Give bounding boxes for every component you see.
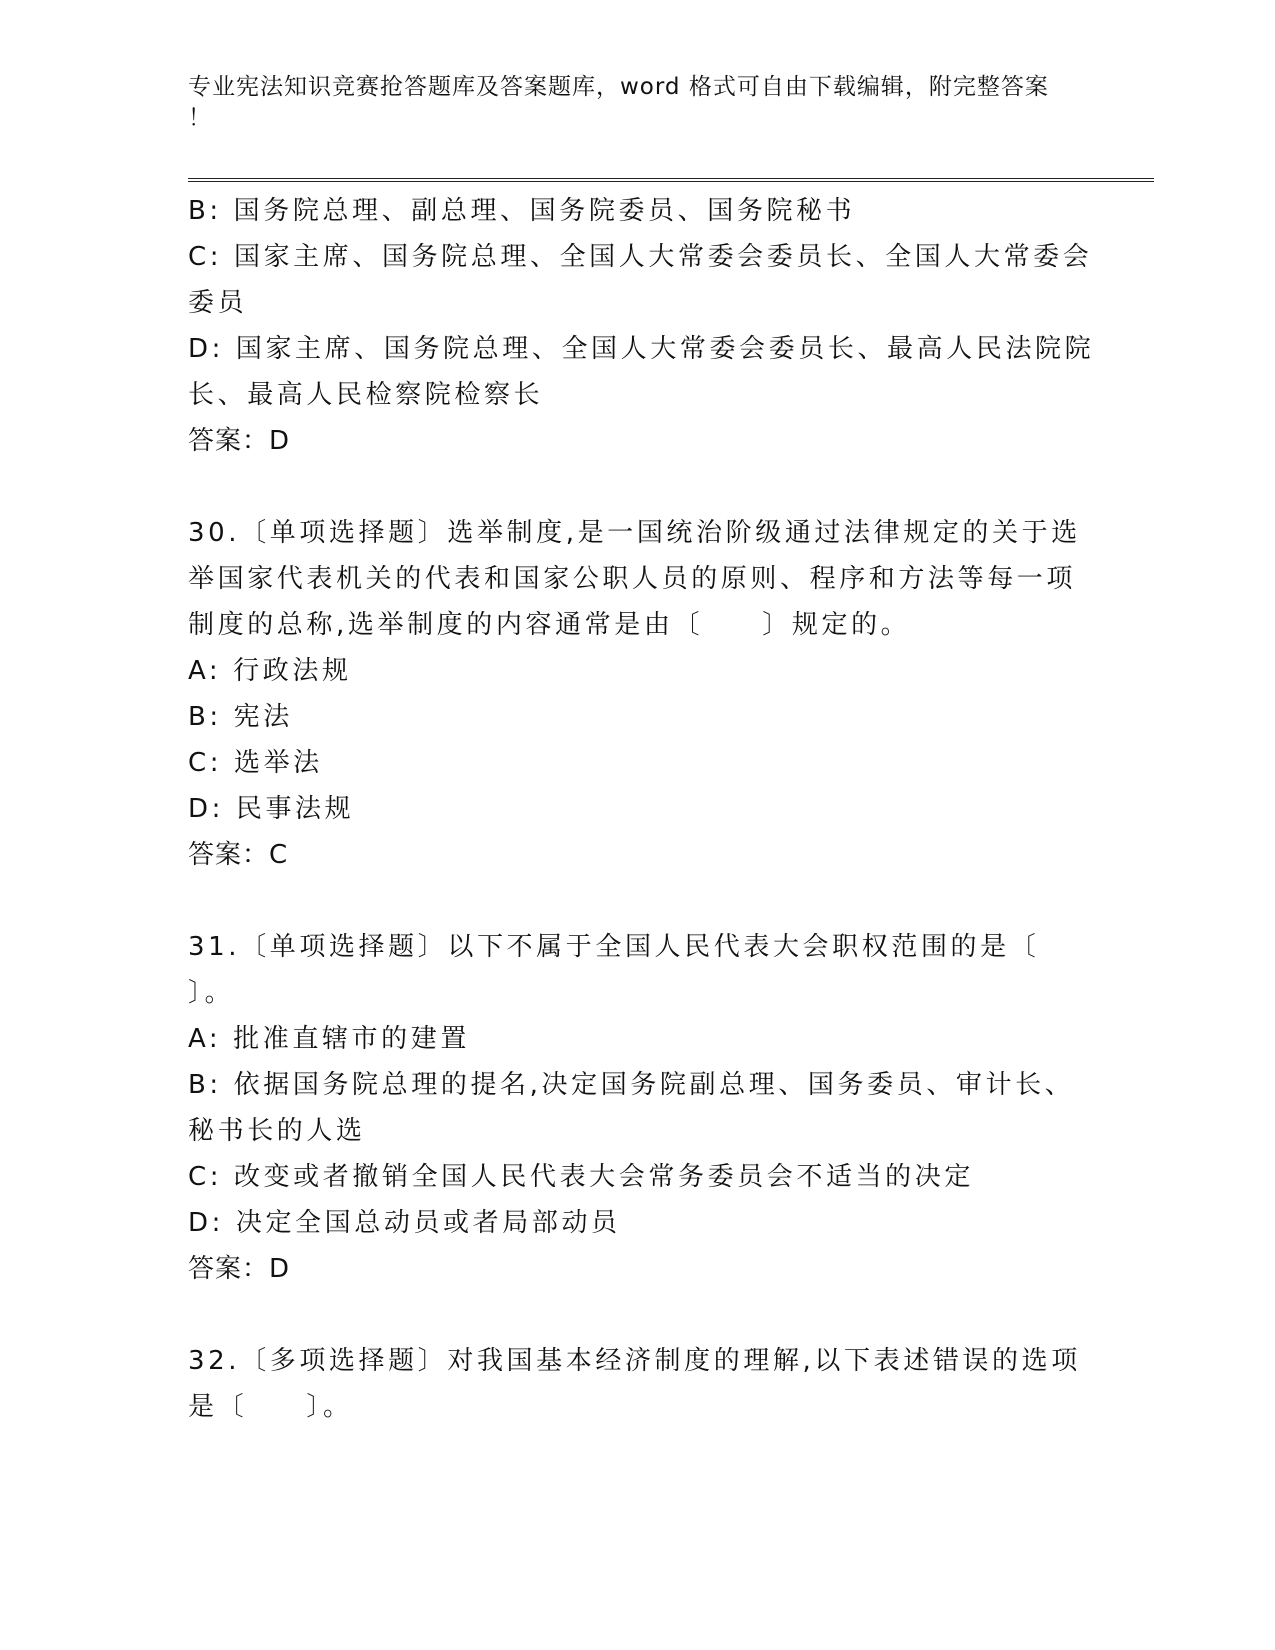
option-a: A: 行政法规 — [188, 656, 352, 686]
document-header — [188, 72, 1068, 134]
option-d: D: 民事法规 — [188, 794, 355, 824]
question-stem-continued: 〕。 — [188, 978, 235, 1008]
document-body — [188, 188, 1095, 1430]
option-c: C: 国家主席、国务院总理、全国人大常委会委员长、全国人大常委会 — [188, 242, 1093, 272]
header-title-line1: 专业宪法知识竞赛抢答题库及答案题库，word 格式可自由下载编辑，附完整答案 — [188, 74, 1049, 100]
answer-label: 答案：D — [188, 1254, 291, 1284]
question-29-continued — [188, 188, 1095, 464]
answer-label: 答案：C — [188, 840, 289, 870]
option-a: A: 批准直辖市的建置 — [188, 1024, 470, 1054]
option-b: B: 依据国务院总理的提名,决定国务院副总理、国务委员、审计长、 — [188, 1070, 1075, 1100]
question-stem-continued: 是〔 〕。 — [188, 1392, 353, 1422]
question-31 — [188, 924, 1088, 1292]
header-divider — [188, 178, 1154, 182]
option-b: B: 国务院总理、副总理、国务院委员、国务院秘书 — [188, 196, 856, 226]
question-32 — [188, 1338, 1088, 1430]
header-title-line2: ！ — [188, 105, 212, 131]
question-stem: 31.〔单项选择题〕以下不属于全国人民代表大会职权范围的是〔 — [188, 932, 1040, 962]
question-30 — [188, 510, 1088, 878]
option-c-continued: 委员 — [188, 288, 248, 318]
question-stem: 30.〔单项选择题〕选举制度,是一国统治阶级通过法律规定的关于选 — [188, 518, 1081, 548]
question-stem: 32.〔多项选择题〕对我国基本经济制度的理解,以下表述错误的选项 — [188, 1346, 1081, 1376]
option-d: D: 决定全国总动员或者局部动员 — [188, 1208, 621, 1238]
option-c: C: 改变或者撤销全国人民代表大会常务委员会不适当的决定 — [188, 1162, 974, 1192]
option-c: C: 选举法 — [188, 748, 323, 778]
option-d: D: 国家主席、国务院总理、全国人大常委会委员长、最高人民法院院 — [188, 334, 1095, 364]
option-b-continued: 秘书长的人选 — [188, 1116, 366, 1146]
option-d-continued: 长、最高人民检察院检察长 — [188, 380, 544, 410]
question-stem-continued: 举国家代表机关的代表和国家公职人员的原则、程序和方法等每一项 — [188, 564, 1077, 594]
question-stem-continued: 制度的总称,选举制度的内容通常是由〔 〕规定的。 — [188, 610, 911, 640]
answer-label: 答案：D — [188, 426, 291, 456]
option-b: B: 宪法 — [188, 702, 293, 732]
